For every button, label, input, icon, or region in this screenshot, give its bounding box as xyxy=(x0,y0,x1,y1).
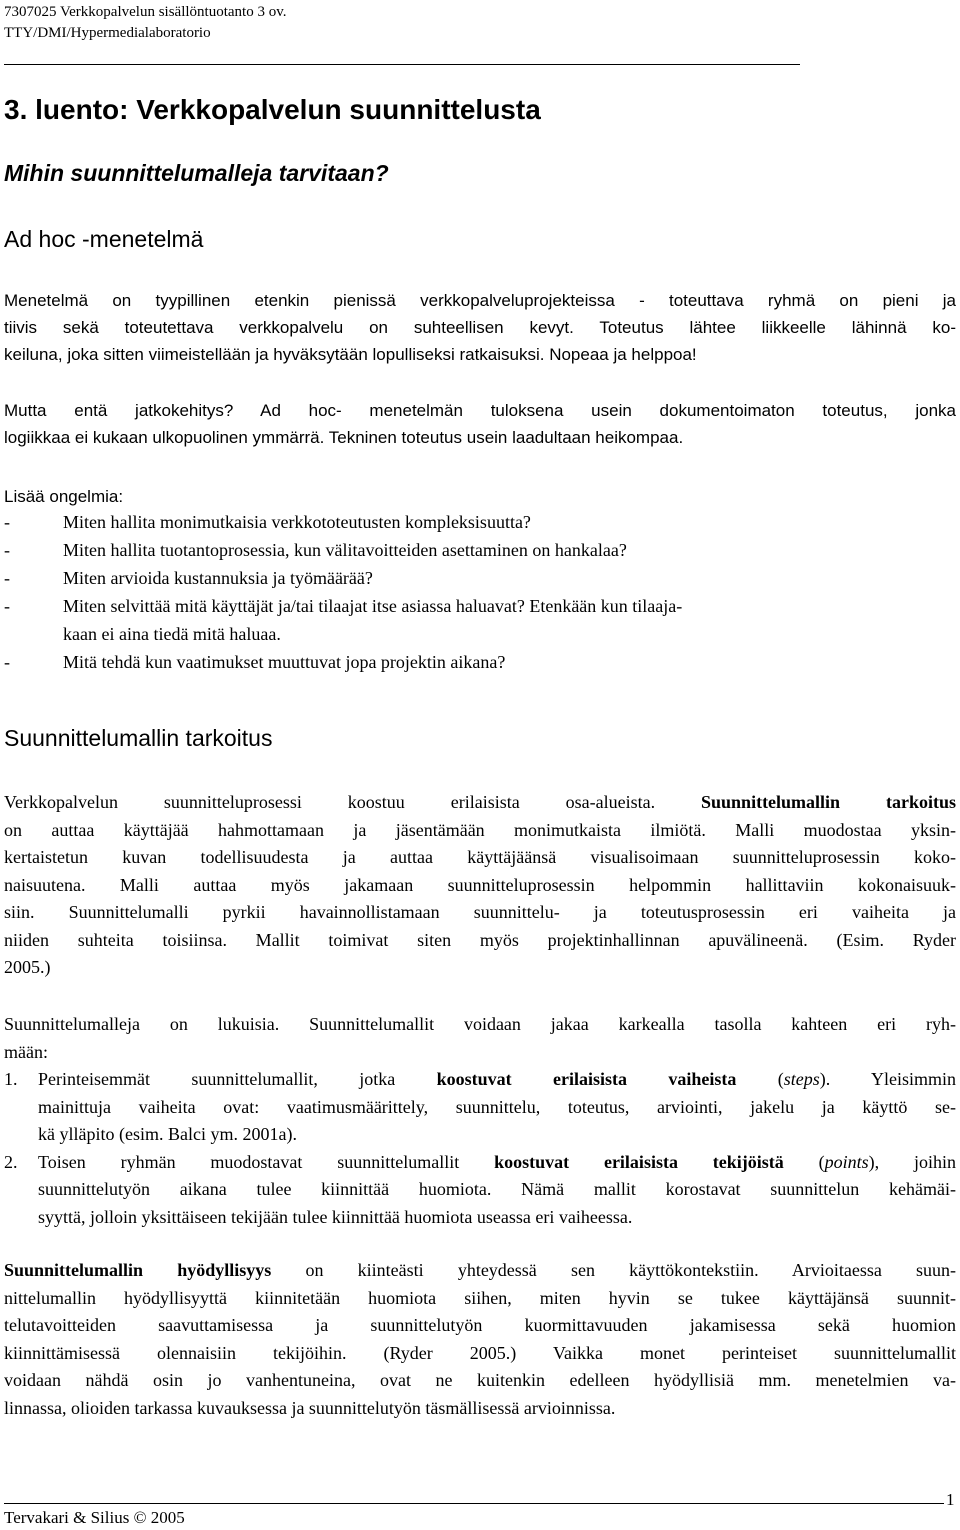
list-item-continuation: kaan ei aina tiedä mitä haluaa. xyxy=(63,624,281,644)
list-item xyxy=(4,564,682,592)
text-line: naisuutena. Malli auttaa myös jakamaan suunnitteluprosessin helpommin hallittaviin kokonaisuuk- xyxy=(4,874,956,895)
list-item xyxy=(4,536,682,564)
italic-term: steps xyxy=(783,1069,820,1089)
text-line: mään: xyxy=(4,1041,48,1062)
page-subtitle: Mihin suunnittelumalleja tarvitaan? xyxy=(4,160,389,186)
list-number: 2. xyxy=(4,1151,18,1172)
list-item-text: Miten hallita tuotantoprosessia, kun välitavoitteiden asettaminen on hankalaa? xyxy=(63,540,627,560)
text-line: Menetelmä on tyypillinen etenkin pienissä verkkopalveluprojekteissa - toteuttava ryhmä on pieni ja xyxy=(4,291,956,310)
bold-term: koostuvat erilaisista tekijöistä xyxy=(494,1151,784,1172)
text-line: 2005.) xyxy=(4,957,51,977)
header-course: 7307025 Verkkopalvelun sisällöntuotanto 3 ov. xyxy=(4,4,287,20)
section-heading-adhoc: Ad hoc -menetelmä xyxy=(4,226,204,252)
text-run: ). Yleisimmin xyxy=(819,1069,956,1089)
text-line: kiinnittämisessä olennaisiin tekijöihin. (Ryder 2005.) Vaikka monet perinteiset suunnittelumallit xyxy=(4,1342,956,1363)
text-line xyxy=(4,789,956,817)
list-item xyxy=(4,508,682,536)
bold-term: koostuvat erilaisista vaiheista xyxy=(436,1069,737,1089)
text-run: on kiinteästi yhteydessä sen käyttökontekstiin. Arvioitaessa suun- xyxy=(271,1260,956,1280)
bullet-dash: - xyxy=(4,596,10,616)
text-line: Mutta entä jatkokehitys? Ad hoc- menetelmän tuloksena usein dokumentoimaton toteutus, jonka xyxy=(4,401,956,420)
text-line: nittelumallin hyödyllisyyttä kiinnitetään huomiota siihen, miten hyvin se tukee käyttäjänsä suunnit- xyxy=(4,1287,956,1308)
purpose-paragraph-3 xyxy=(4,1257,956,1422)
problems-intro xyxy=(4,483,956,510)
bold-term: Suunnittelumallin hyödyllisyys xyxy=(4,1260,272,1280)
page-number: 1 xyxy=(946,1490,955,1509)
text-line: kä ylläpito (esim. Balci ym. 2001a). xyxy=(38,1124,297,1144)
page-title: 3. luento: Verkkopalvelun suunnittelusta xyxy=(4,94,541,125)
text-line: suunnittelutyön aikana tulee kiinnittää huomiota. Nämä mallit korostavat suunnittelun kehämäi- xyxy=(38,1179,956,1199)
text-line: tiivis sekä toteutettava verkkopalvelu on suhteellisen kevyt. Toteutus lähtee liikkeelle lähinnä ko- xyxy=(4,318,956,337)
text-line: kertaistetun kuvan todellisuudesta ja auttaa käyttäjäänsä visualisoimaan suunnitteluprosessin koko- xyxy=(4,847,956,867)
header-divider xyxy=(4,64,800,65)
text-line: Suunnittelumalleja on lukuisia. Suunnittelumallit voidaan jakaa karkealla tasolla kahteen eri ryh- xyxy=(4,1014,956,1034)
text-line xyxy=(38,1066,956,1094)
list-item xyxy=(4,648,682,676)
section-heading-purpose: Suunnittelumallin tarkoitus xyxy=(4,725,273,751)
adhoc-paragraph-1 xyxy=(4,287,956,368)
text-line: on auttaa käyttäjää hahmottamaan ja jäsentämään monimutkaista ilmiötä. Malli muodostaa yksin- xyxy=(4,819,956,840)
list-item xyxy=(4,1149,956,1232)
text-line xyxy=(4,1257,956,1285)
text-line: niiden suhteita toisiinsa. Mallit toimivat siten myös projektinhallinnan apuvälineenä. (Esim. Ryder xyxy=(4,929,956,950)
bullet-dash: - xyxy=(4,652,10,672)
text-line: linnassa, olioiden tarkassa kuvauksessa ja suunnittelutyön täsmällisessä arvioinnissa. xyxy=(4,1397,616,1418)
text-line: siin. Suunnittelumalli pyrkii havainnollistamaan suunnittelu- ja toteutusprosessin eri vaiheita ja xyxy=(4,902,956,922)
text-line: logiikkaa ei kukaan ulkopuolinen ymmärrä. Tekninen toteutus usein laadultaan heikompaa. xyxy=(4,428,684,447)
list-item-text: Miten selvittää mitä käyttäjät ja/tai tilaajat itse asiassa haluavat? Etenkään kun tilaaja- xyxy=(63,596,683,616)
bold-term: Suunnittelumallin tarkoitus xyxy=(701,792,956,812)
document-header xyxy=(4,2,286,44)
text-run: ( xyxy=(783,1151,825,1172)
bullet-dash: - xyxy=(4,540,10,560)
text-run: Verkkopalvelun suunnitteluprosessi koostuu erilaisista osa-alueista. xyxy=(4,792,702,812)
italic-term: points xyxy=(824,1151,869,1172)
text-line: keiluna, joka sitten viimeistellään ja hyväksytään lopulliseksi ratkaisuksi. Nopeaa ja helppoa! xyxy=(4,345,697,364)
purpose-paragraph-1 xyxy=(4,789,956,982)
list-item-text: Miten hallita monimutkaisia verkkototeutusten kompleksisuutta? xyxy=(63,512,531,532)
problems-list xyxy=(4,508,683,676)
footer-credit: Tervakari & Silius © 2005 xyxy=(4,1508,185,1527)
list-item-text: Mitä tehdä kun vaatimukset muuttuvat jopa projektin aikana? xyxy=(63,652,506,672)
list-item-text: Miten arvioida kustannuksia ja työmäärää? xyxy=(63,568,373,588)
text-line: Lisää ongelmia: xyxy=(4,487,124,506)
adhoc-paragraph-2 xyxy=(4,397,956,451)
footer-divider xyxy=(4,1503,944,1504)
text-run: ), joihin xyxy=(868,1151,956,1172)
header-department: TTY/DMI/Hypermedialaboratorio xyxy=(4,25,211,41)
text-run: Toisen ryhmän muodostavat suunnittelumallit xyxy=(38,1151,495,1172)
bullet-dash: - xyxy=(4,512,10,532)
text-line: syyttä, jolloin yksittäiseen tekijään tulee kiinnittää huomiota useassa eri vaiheessa. xyxy=(38,1206,633,1227)
list-number: 1. xyxy=(4,1069,18,1089)
text-line: telutavoitteiden saavuttamisessa ja suunnittelutyön kuormittavuuden jakamisessa sekä huomion xyxy=(4,1315,956,1335)
text-line: mainittuja vaiheita ovat: vaatimusmäärittely, suunnittelu, toteutus, arviointi, jakelu ja käyttö se- xyxy=(38,1096,956,1117)
list-item xyxy=(4,1066,956,1149)
list-item xyxy=(4,592,683,648)
text-line xyxy=(38,1149,956,1177)
model-types-list xyxy=(4,1066,956,1231)
text-run: ( xyxy=(736,1069,784,1089)
purpose-paragraph-2 xyxy=(4,1011,956,1066)
text-line: voidaan nähdä osin jo vanhentuneina, ovat ne kuitenkin edelleen hyödyllisiä mm. menetelmien va- xyxy=(4,1370,956,1390)
bullet-dash: - xyxy=(4,568,10,588)
text-run: Perinteisemmät suunnittelumallit, jotka xyxy=(38,1069,437,1089)
